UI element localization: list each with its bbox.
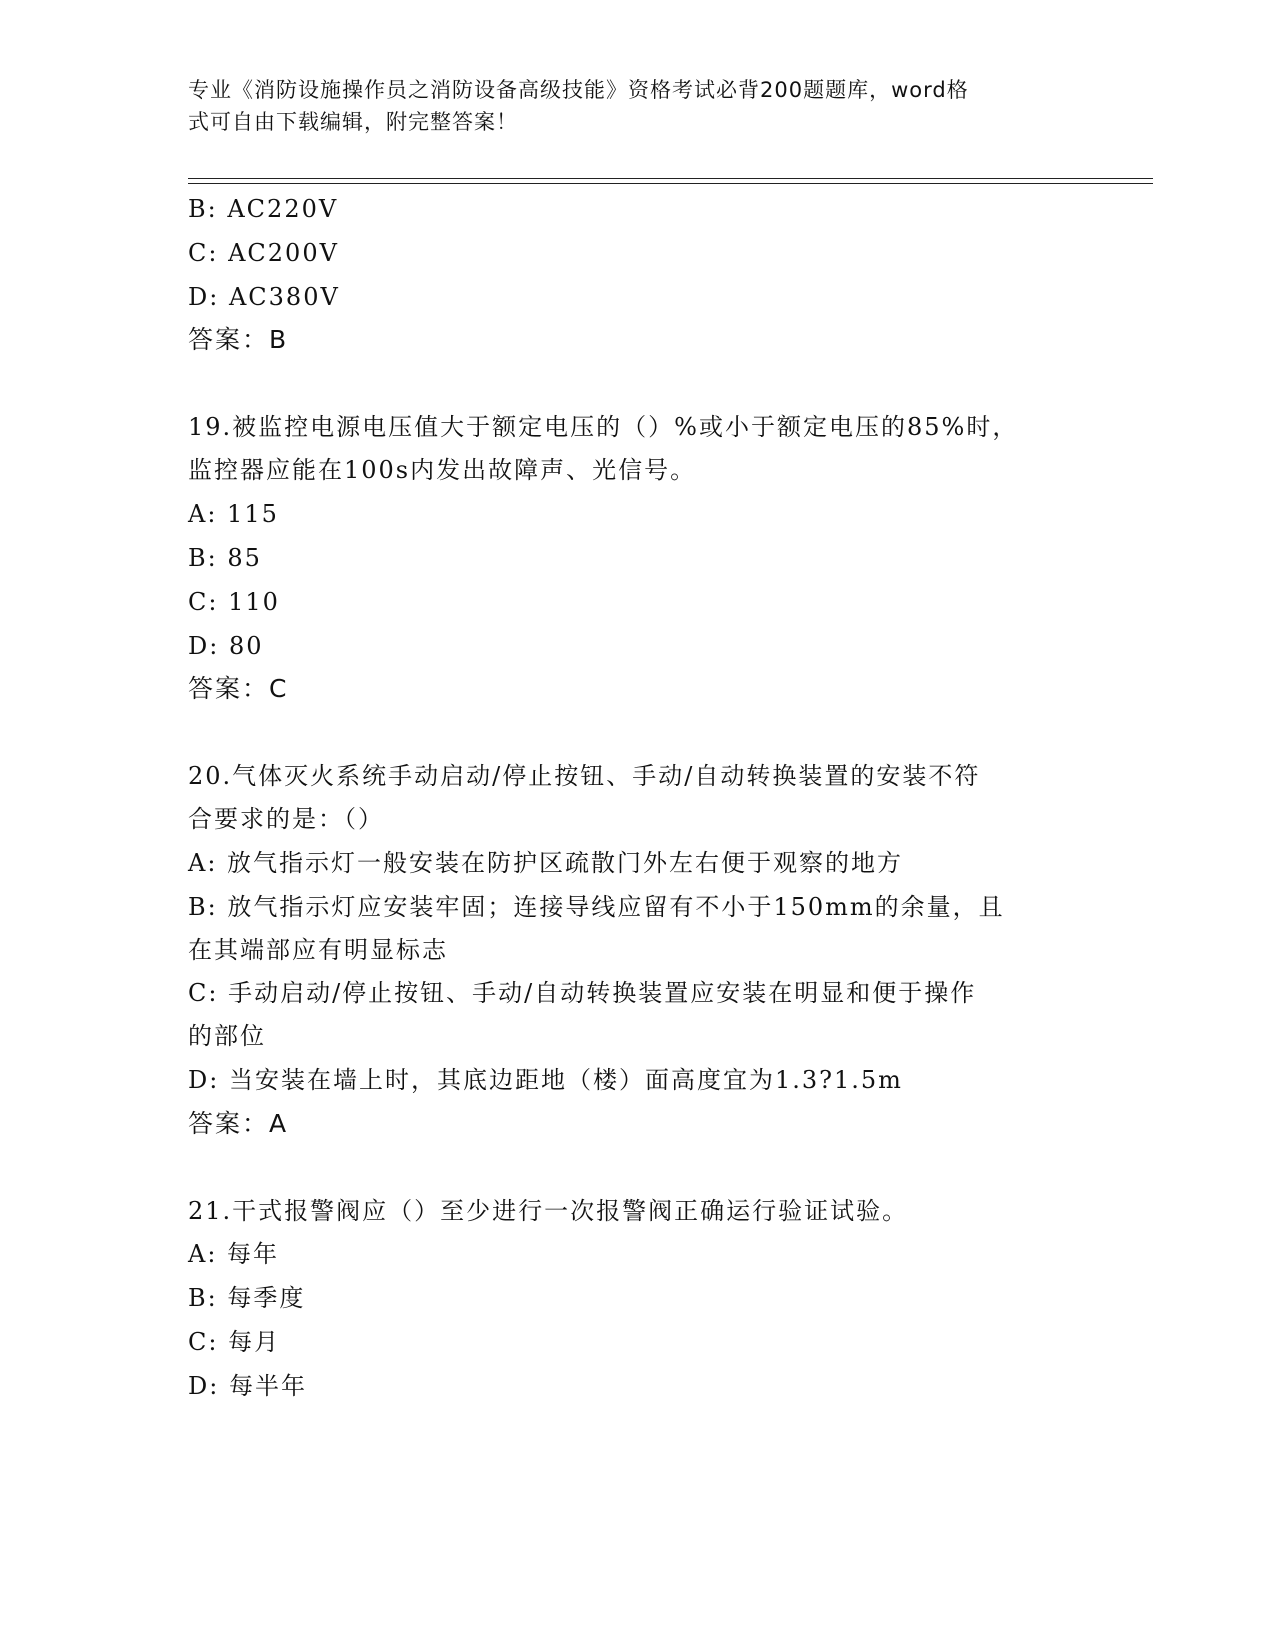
q20-text-line-1: 20.气体灭火系统手动启动/停止按钮、手动/自动转换装置的安装不符 xyxy=(188,762,981,790)
q21-option-b: B: 每季度 xyxy=(188,1284,306,1312)
q21-text-line-1: 21.干式报警阀应（）至少进行一次报警阀正确运行验证试验。 xyxy=(188,1197,909,1225)
q20-option-a: A: 放气指示灯一般安装在防护区疏散门外左右便于观察的地方 xyxy=(188,849,904,877)
q20-answer: 答案：A xyxy=(188,1109,289,1138)
header-line-2: 式可自由下载编辑，附完整答案！ xyxy=(188,110,518,134)
prev-option-c: C: AC200V xyxy=(188,239,339,267)
q20-text-line-2: 合要求的是：（） xyxy=(188,805,384,833)
q20-option-d: D: 当安装在墙上时，其底边距地（楼）面高度宜为1.3?1.5m xyxy=(188,1066,903,1094)
q20-option-b-line-1: B: 放气指示灯应安装牢固；连接导线应留有不小于150mm的余量，且 xyxy=(188,893,1005,921)
q19-text-line-1: 19.被监控电源电压值大于额定电压的（）%或小于额定电压的85%时， xyxy=(188,413,1019,441)
q21-option-a: A: 每年 xyxy=(188,1240,280,1268)
q20-option-c-line-1: C: 手动启动/停止按钮、手动/自动转换装置应安装在明显和便于操作 xyxy=(188,979,977,1007)
q19-answer: 答案：C xyxy=(188,674,289,703)
q19-option-a: A: 115 xyxy=(188,500,279,528)
header-line-1: 专业《消防设施操作员之消防设备高级技能》资格考试必背200题题库，word格 xyxy=(188,78,969,102)
q20-option-b-line-2: 在其端部应有明显标志 xyxy=(188,936,448,964)
q21-option-c: C: 每月 xyxy=(188,1328,281,1356)
q19-option-c: C: 110 xyxy=(188,588,280,616)
prev-answer: 答案：B xyxy=(188,325,289,354)
prev-option-b: B: AC220V xyxy=(188,195,339,223)
q19-option-d: D: 80 xyxy=(188,632,264,660)
q19-text-line-2: 监控器应能在100s内发出故障声、光信号。 xyxy=(188,456,697,484)
q21-option-d: D: 每半年 xyxy=(188,1372,307,1400)
q20-option-c-line-2: 的部位 xyxy=(188,1022,266,1050)
document-header xyxy=(188,74,1088,138)
header-divider-top xyxy=(188,178,1153,179)
q19-option-b: B: 85 xyxy=(188,544,262,572)
prev-option-d: D: AC380V xyxy=(188,283,340,311)
header-divider-bottom xyxy=(188,183,1153,184)
